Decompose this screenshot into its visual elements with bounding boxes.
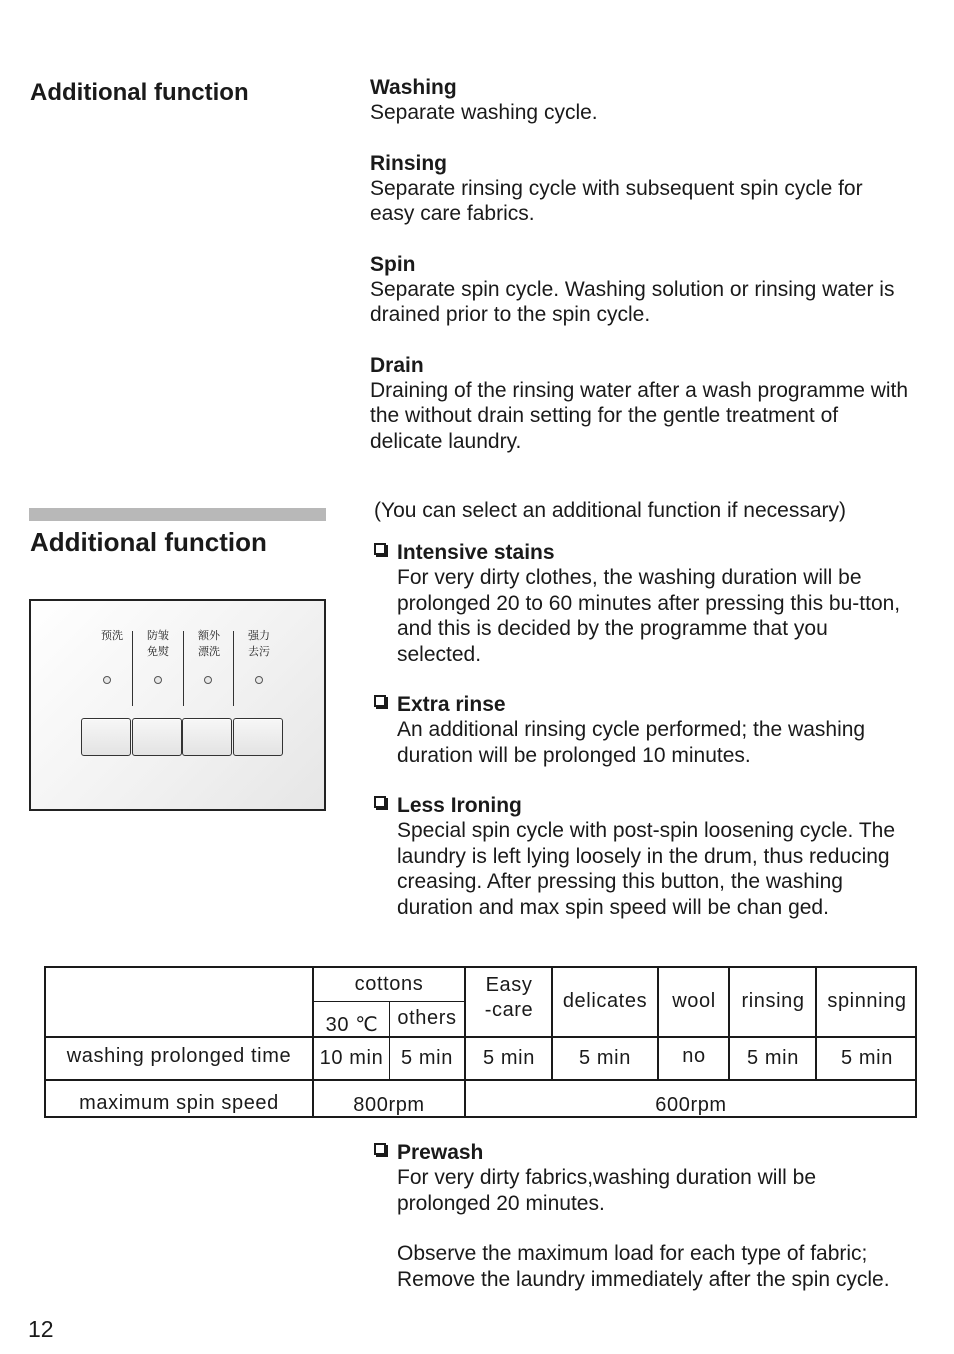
option-prewash — [370, 1140, 945, 1292]
table-header-others: others — [397, 1007, 457, 1029]
table-cell: 600rpm — [655, 1094, 727, 1116]
table-row-label: maximum spin speed — [79, 1092, 279, 1114]
table-header-cottons: cottons — [354, 973, 424, 995]
panel-label-intensive: 强力 去污 — [248, 629, 270, 658]
table-header-delicates: delicates — [562, 990, 648, 1012]
table-cell: 10 min — [319, 1047, 384, 1069]
table-cell: 800rpm — [353, 1094, 425, 1116]
indicator-light — [154, 676, 162, 684]
function-title: Drain — [370, 353, 424, 377]
function-title: Rinsing — [370, 151, 447, 175]
prewash-button[interactable] — [81, 718, 131, 756]
load-note: Observe the maximum load for each type of fabric; — [397, 1242, 868, 1265]
option-title: Prewash — [397, 1141, 484, 1164]
panel-label-extra-rinse: 额外 漂洗 — [198, 629, 220, 658]
checkbox-icon — [374, 695, 386, 707]
function-title: Spin — [370, 252, 416, 276]
option-description: An additional rinsing cycle performed; the washing duration will be prolonged 10 minutes. — [397, 718, 866, 767]
panel-divider — [183, 631, 184, 706]
table-header-30c: 30 ℃ — [325, 1014, 379, 1036]
intro-note: (You can select an additional function if necessary) — [374, 499, 847, 522]
table-header-wool: wool — [672, 990, 716, 1012]
extra-rinse-button[interactable] — [182, 718, 232, 756]
function-drain — [370, 353, 930, 455]
panel-label-less-ironing: 防皱 免熨 — [147, 629, 169, 658]
indicator-light — [103, 676, 111, 684]
control-panel-illustration — [29, 599, 326, 811]
function-description: Draining of the rinsing water after a wash programme with the without drain setting for the gentle treatment of delicate laundry. — [370, 378, 909, 453]
table-rule — [44, 1036, 917, 1038]
table-rule — [313, 1001, 465, 1002]
checkbox-icon — [374, 543, 386, 555]
function-title: Washing — [370, 76, 457, 99]
option-extra-rinse — [370, 692, 930, 768]
table-cell: 5 min — [483, 1047, 535, 1069]
section-heading: Additional function — [30, 527, 267, 557]
option-list — [370, 540, 930, 945]
table-cell: 5 min — [841, 1047, 893, 1069]
table-header-rinsing: rinsing — [741, 990, 805, 1012]
table-header-spinning: spinning — [827, 990, 907, 1012]
option-intensive-stains — [370, 540, 930, 667]
table-rule — [44, 1079, 917, 1081]
panel-divider — [233, 631, 234, 706]
option-title: Less Ironing — [397, 794, 522, 817]
table-cell: no — [682, 1045, 706, 1067]
option-title: Extra rinse — [397, 693, 506, 716]
option-title: Intensive stains — [397, 541, 555, 564]
table-rule — [44, 966, 917, 968]
option-less-ironing — [370, 793, 930, 920]
table-header-easy-care: Easy -care — [484, 974, 534, 1021]
function-list — [370, 75, 930, 479]
function-description: Separate rinsing cycle with subsequent spin cycle for easy care fabrics. — [370, 176, 863, 225]
indicator-light — [204, 676, 212, 684]
panel-label-prewash: 预洗 — [101, 629, 123, 642]
intensive-stains-button[interactable] — [233, 718, 283, 756]
section-divider-bar — [29, 508, 326, 521]
function-rinsing — [370, 151, 930, 227]
indicator-light — [255, 676, 263, 684]
option-prewash-item — [370, 1140, 945, 1292]
function-washing — [370, 75, 930, 126]
checkbox-icon — [374, 796, 386, 808]
section-heading: Additional function — [30, 79, 249, 106]
table-row-label: washing prolonged time — [66, 1045, 292, 1067]
table-cell: 5 min — [401, 1047, 453, 1069]
less-ironing-button[interactable] — [132, 718, 182, 756]
option-description: For very dirty clothes, the washing duration will be prolonged 20 to 60 minutes after pressing this bu-tton, and this is decided by the programme that you selected. — [397, 566, 901, 666]
table-cell: 5 min — [747, 1047, 799, 1069]
panel-divider — [132, 631, 133, 706]
checkbox-icon — [374, 1143, 386, 1155]
page-number: 12 — [28, 1316, 54, 1342]
function-description: Separate spin cycle. Washing solution or rinsing water is drained prior to the spin cycle. — [370, 277, 895, 326]
function-description: Separate washing cycle. — [370, 101, 598, 124]
option-description: Special spin cycle with post-spin loosening cycle. The laundry is left lying loosely in the drum, thus reducing creasing. After pressing this button, the washing duration and max spin speed will be chan ged. — [397, 819, 896, 919]
table-cell: 5 min — [579, 1047, 631, 1069]
spin-note: Remove the laundry immediately after the spin cycle. — [397, 1267, 890, 1291]
option-description: For very dirty fabrics,washing duration will be prolonged 20 minutes. — [397, 1166, 816, 1215]
function-spin — [370, 252, 930, 328]
